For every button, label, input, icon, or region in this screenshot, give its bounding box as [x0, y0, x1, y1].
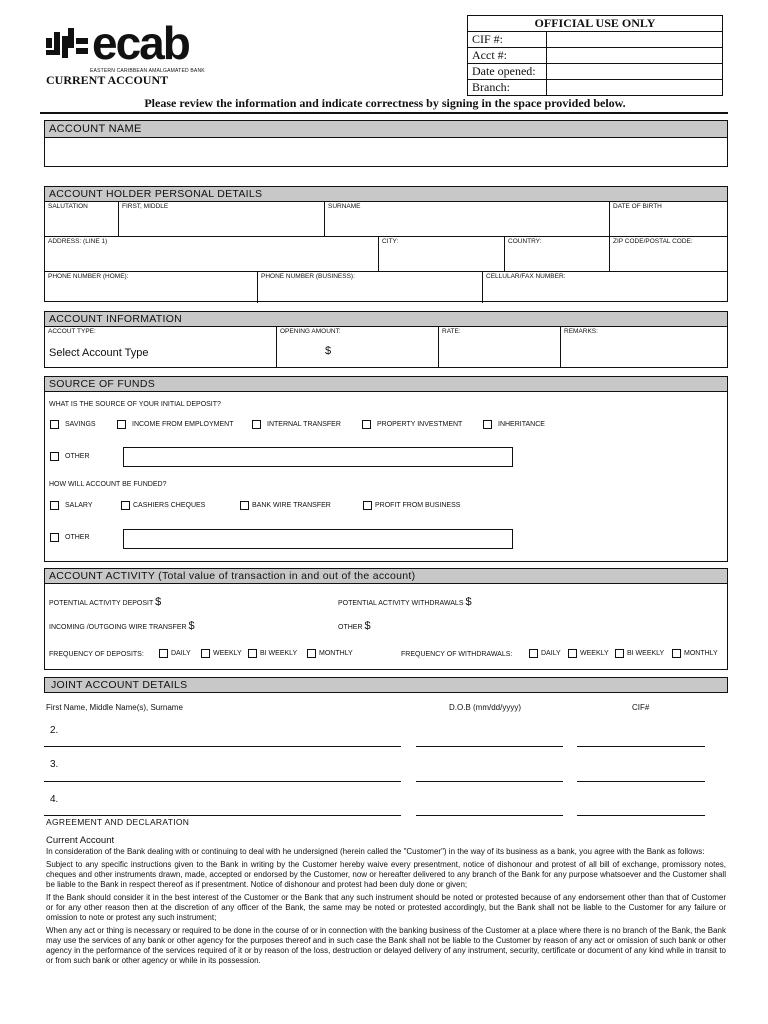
wd-daily-label: DAILY: [541, 650, 561, 657]
joint-col-cif: CIF#: [632, 703, 650, 712]
salutation-field[interactable]: [45, 202, 119, 236]
wire-currency: $: [188, 620, 195, 632]
agreement-paragraph-3: If the Bank should consider it in the best interest of the Customer or the Bank that any such instrument should be noted or protested because of any endorsement other than that of Customer or for any other reason then at the discretion of any officer of the Bank, the same may be noted or protested accordingly, but the Bank shall not be liable to the Customer for any failure or omission to note or protest any such instrument;: [46, 893, 726, 922]
property-investment-label: PROPERTY INVESTMENT: [377, 421, 463, 428]
activity-withdrawals: [338, 596, 472, 608]
account-name-section: [44, 120, 728, 167]
joint-row-4-name[interactable]: [44, 815, 401, 816]
account-type-label: ACCOUT TYPE:: [48, 328, 96, 335]
wd-weekly-checkbox[interactable]: [568, 649, 577, 658]
zip-label: ZIP CODE/POSTAL CODE:: [613, 238, 693, 245]
dep-biweekly-checkbox[interactable]: [248, 649, 257, 658]
dep-weekly-checkbox[interactable]: [201, 649, 210, 658]
dep-monthly[interactable]: [307, 649, 353, 658]
joint-row-2-name[interactable]: [44, 746, 401, 747]
remarks-label: REMARKS:: [564, 328, 598, 335]
income-employment-label: INCOME FROM EMPLOYMENT: [132, 421, 234, 428]
joint-row-4-cif[interactable]: [577, 815, 705, 816]
profit-business-label: PROFIT FROM BUSINESS: [375, 502, 461, 509]
wd-biweekly-label: BI WEEKLY: [627, 650, 665, 657]
activity-wire: [49, 620, 195, 632]
joint-row-2-number: 2.: [50, 725, 59, 736]
official-branch-label: Branch:: [468, 80, 547, 96]
phone-business-field[interactable]: [258, 272, 483, 303]
other-deposit-input[interactable]: [123, 447, 513, 467]
option-income-employment[interactable]: [117, 420, 234, 429]
option-bank-wire[interactable]: [240, 501, 331, 510]
personal-details-title: ACCOUNT HOLDER PERSONAL DETAILS: [45, 187, 727, 202]
city-field[interactable]: [379, 237, 505, 271]
profit-business-checkbox[interactable]: [363, 501, 372, 510]
official-use-table: [467, 15, 723, 96]
joint-row-4-dob[interactable]: [416, 815, 563, 816]
brand-wordmark: ecab: [92, 17, 189, 69]
agreement-body: [46, 847, 726, 966]
dep-biweekly-label: BI WEEKLY: [260, 650, 298, 657]
opening-currency-symbol: $: [325, 345, 332, 357]
review-notice: Please review the information and indicate correctness by signing in the space provided below.: [144, 96, 626, 110]
account-name-title: ACCOUNT NAME: [45, 121, 727, 138]
source-of-funds-title: SOURCE OF FUNDS: [45, 377, 727, 392]
address-field[interactable]: [45, 237, 379, 271]
country-field[interactable]: [505, 237, 610, 271]
rate-field[interactable]: [439, 327, 561, 368]
savings-checkbox[interactable]: [50, 420, 59, 429]
inheritance-label: INHERITANCE: [498, 421, 545, 428]
joint-col-name: First Name, Middle Name(s), Surname: [46, 703, 183, 712]
dob-label: DATE OF BIRTH: [613, 203, 662, 210]
activity-other: [338, 620, 371, 632]
official-cif-field[interactable]: [547, 32, 723, 48]
official-acct-field[interactable]: [547, 48, 723, 64]
wd-monthly-label: MONTHLY: [684, 650, 718, 657]
agreement-subtitle: Current Account: [46, 835, 115, 846]
salary-checkbox[interactable]: [50, 501, 59, 510]
activity-withdrawals-label: POTENTIAL ACTIVITY WITHDRAWALS: [338, 600, 464, 607]
activity-deposit-label: POTENTIAL ACTIVITY DEPOSIT: [49, 600, 154, 607]
wd-daily-checkbox[interactable]: [529, 649, 538, 658]
dep-biweekly[interactable]: [248, 649, 297, 658]
opening-amount-label: OPENING AMOUNT:: [280, 328, 341, 335]
option-cashiers-cheques[interactable]: [121, 501, 205, 510]
wd-weekly-label: WEEKLY: [580, 650, 609, 657]
cell-fax-label: CELLULAR/FAX NUMBER:: [486, 273, 566, 280]
joint-row-3-number: 3.: [50, 759, 59, 770]
activity-wire-label: INCOMING /OUTGOING WIRE TRANSFER: [49, 624, 187, 631]
other-funding-label: OTHER: [65, 534, 90, 541]
account-name-field[interactable]: [45, 138, 727, 167]
opening-amount-field[interactable]: [277, 327, 439, 368]
property-investment-checkbox[interactable]: [362, 420, 371, 429]
dep-monthly-label: MONTHLY: [319, 650, 353, 657]
agreement-paragraph-4: When any act or thing is necessary or required to be done in the course of or in connection with the banking business of the Customer at a place where there is no branch of the Bank, the Bank may use the services of any bank or other agency for the purposes thereof and in such case the Bank shall not be liable to the Customer by reason of any act or omission of such bank or other agency in the performance of the services required of it or by reason of the loss, destruction or delayed delivery of any instrument, security, certificate or document of any kind while in transit to or from such bank or other agency or while in its possession.: [46, 926, 726, 965]
dob-field[interactable]: [610, 202, 727, 236]
zip-field[interactable]: [610, 237, 727, 271]
option-savings[interactable]: [50, 420, 96, 429]
surname-label: SURNAME: [328, 203, 361, 210]
joint-row-3-cif[interactable]: [577, 781, 705, 782]
other-currency: $: [364, 620, 371, 632]
option-internal-transfer[interactable]: [252, 420, 341, 429]
cashiers-cheques-label: CASHIERS CHEQUES: [133, 502, 206, 509]
account-type-value: Select Account Type: [49, 347, 149, 359]
phone-home-label: PHONE NUMBER (HOME):: [48, 273, 129, 280]
funding-question: HOW WILL ACCOUNT BE FUNDED?: [49, 481, 167, 488]
salary-label: SALARY: [65, 502, 93, 509]
activity-deposit: [49, 596, 161, 608]
deposit-currency: $: [155, 596, 162, 608]
deposit-source-question: WHAT IS THE SOURCE OF YOUR INITIAL DEPOSIT?: [49, 401, 221, 408]
joint-row-4-number: 4.: [50, 794, 59, 805]
other-funding-checkbox[interactable]: [50, 533, 59, 542]
official-branch-field[interactable]: [547, 80, 723, 96]
document-title: CURRENT ACCOUNT: [46, 73, 169, 87]
header-divider: [40, 112, 728, 114]
source-of-funds-section: [44, 376, 728, 562]
wd-daily[interactable]: [529, 649, 561, 658]
savings-label: SAVINGS: [65, 421, 96, 428]
inheritance-checkbox[interactable]: [483, 420, 492, 429]
joint-row-2-dob[interactable]: [416, 746, 563, 747]
wd-weekly[interactable]: [568, 649, 609, 658]
wd-monthly[interactable]: [672, 649, 718, 658]
frequency-withdrawals-label: FREQUENCY OF WITHDRAWALS:: [401, 651, 513, 658]
joint-account-header: [44, 677, 728, 693]
dep-weekly-label: WEEKLY: [213, 650, 242, 657]
other-funding-input[interactable]: [123, 529, 513, 549]
internal-transfer-label: INTERNAL TRANSFER: [267, 421, 341, 428]
dep-monthly-checkbox[interactable]: [307, 649, 316, 658]
official-date-label: Date opened:: [468, 64, 547, 80]
phone-home-field[interactable]: [45, 272, 258, 303]
joint-row-2-cif[interactable]: [577, 746, 705, 747]
wd-monthly-checkbox[interactable]: [672, 649, 681, 658]
option-property-investment[interactable]: [362, 420, 462, 429]
dep-daily[interactable]: [159, 649, 191, 658]
address-label: ADDRESS: (LINE 1): [48, 238, 108, 245]
account-info-section: [44, 311, 728, 368]
bank-wire-label: BANK WIRE TRANSFER: [252, 502, 331, 509]
agreement-paragraph-1: In consideration of the Bank dealing with or continuing to deal with he undersigned (herein called the "Customer") in the way of its business as a bank, you agree with the Bank as follows:: [46, 847, 705, 856]
personal-details-section: [44, 186, 728, 302]
dep-daily-checkbox[interactable]: [159, 649, 168, 658]
bank-wire-checkbox[interactable]: [240, 501, 249, 510]
agreement-paragraph-2: Subject to any specific instructions given to the Bank in writing by the Customer hereby waive every presentment, notice of dishonour and protest of all bill of exchange, promissory notes, cheques and other instruments drawn, made, accepted or endorsed by the Customer, now or hereafter delivered to any branch of the Bank for any purpose whatsoever and the Customer shall be liable to the Bank in respect thereof as if presentment. Notice of dishonour and protest had been duly done or given;: [46, 860, 726, 889]
salutation-label: SALUTATION: [48, 203, 88, 210]
joint-col-dob: D.O.B (mm/dd/yyyy): [449, 703, 522, 712]
joint-row-3-name[interactable]: [44, 781, 401, 782]
account-activity-title: ACCOUNT ACTIVITY (Total value of transaction in and out of the account): [45, 569, 727, 584]
wd-biweekly[interactable]: [615, 649, 664, 658]
official-date-field[interactable]: [547, 64, 723, 80]
official-acct-label: Acct #:: [468, 48, 547, 64]
account-info-title: ACCOUNT INFORMATION: [45, 312, 727, 327]
cashiers-cheques-checkbox[interactable]: [121, 501, 130, 510]
surname-field[interactable]: [325, 202, 610, 236]
withdrawals-currency: $: [465, 596, 472, 608]
wd-biweekly-checkbox[interactable]: [615, 649, 624, 658]
other-deposit-checkbox[interactable]: [50, 452, 59, 461]
first-middle-field[interactable]: [119, 202, 325, 236]
official-cif-label: CIF #:: [468, 32, 547, 48]
cell-fax-field[interactable]: [483, 272, 727, 303]
other-deposit-label: OTHER: [65, 453, 90, 460]
official-use-title: OFFICIAL USE ONLY: [468, 16, 723, 32]
option-other-deposit[interactable]: [50, 452, 90, 461]
account-type-select[interactable]: [45, 327, 277, 368]
joint-row-3-dob[interactable]: [416, 781, 563, 782]
dep-weekly[interactable]: [201, 649, 242, 658]
frequency-deposits-label: FREQUENCY OF DEPOSITS:: [49, 651, 144, 658]
agreement-title: AGREEMENT AND DECLARATION: [46, 817, 190, 827]
option-other-funding[interactable]: [50, 533, 90, 542]
option-profit-business[interactable]: [363, 501, 460, 510]
first-middle-label: FIRST, MIDDLE: [122, 203, 169, 210]
country-label: COUNTRY:: [508, 238, 542, 245]
account-activity-section: [44, 568, 728, 670]
city-label: CITY:: [382, 238, 399, 245]
dep-daily-label: DAILY: [171, 650, 191, 657]
brand-subtitle: EASTERN CARIBBEAN AMALGAMATED BANK: [90, 68, 205, 74]
joint-account-title: JOINT ACCOUNT DETAILS: [51, 679, 188, 691]
phone-business-label: PHONE NUMBER (BUSINESS):: [261, 273, 355, 280]
option-salary[interactable]: [50, 501, 93, 510]
income-employment-checkbox[interactable]: [117, 420, 126, 429]
rate-label: RATE:: [442, 328, 461, 335]
remarks-field[interactable]: [561, 327, 727, 368]
internal-transfer-checkbox[interactable]: [252, 420, 261, 429]
activity-other-label: OTHER: [338, 624, 363, 631]
option-inheritance[interactable]: [483, 420, 545, 429]
